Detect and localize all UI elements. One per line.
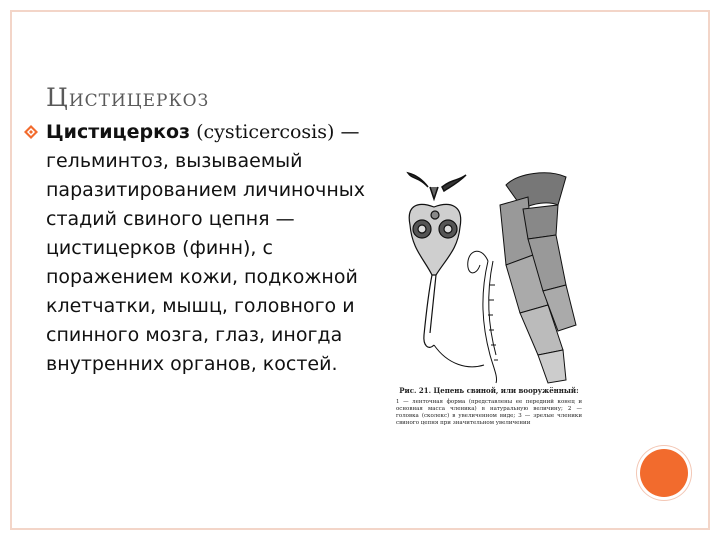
strobila-drawing [434,251,498,383]
figure-caption-title: Рис. 21. Цепень свиной, или вооружённый: [399,386,579,395]
scolex-hooks-drawing [408,173,466,199]
figure-caption [396,386,582,427]
scolex-head-drawing [409,204,460,347]
orange-diamond-bullet-icon [23,124,39,140]
bullet-latin: (cysticercosis) [190,121,335,143]
bullet-definition: — гельминтоз, вызываемый паразитированием личиночных стадий свиного цепня — цистицерков (финн), с поражением кожи, подкожной клетчатки, мышц, головного и спинного мозга, глаз, иногда внутренних органов, костей. [46,121,366,375]
bullet-term: Цистицеркоз [46,121,191,143]
bullet-text [46,118,391,379]
title-first-letter: Ц [46,83,69,112]
proglottids-drawing [500,173,576,383]
slide-title [46,76,209,114]
title-rest: ИСТИЦЕРКОЗ [68,91,210,111]
figure-caption-body: 1 — ленточная форма (представлены ее передний конец и основная масса членика) в натуральную величину; 2 — головка (сколекс) в увеличенном виде; 3 — зрелые членики свиного цепня при значительном увеличении [396,399,582,426]
decorative-orange-circle [640,449,688,497]
